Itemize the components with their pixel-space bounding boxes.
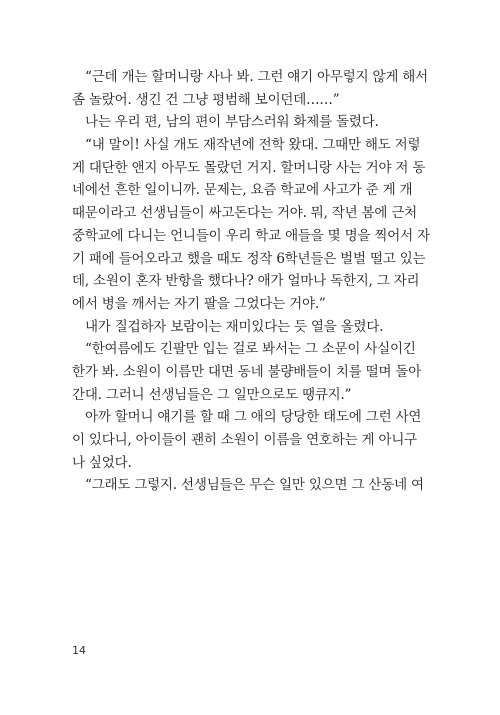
text-line: 아까 할머니 얘기를 할 때 그 애의 당당한 태도에 그런 사연	[85, 409, 422, 426]
text-line: “한여름에도 긴팔만 입는 걸로 봐서는 그 소문이 사실이긴	[85, 341, 416, 358]
text-line: “그래도 그렇지. 선생님들은 무슨 일만 있으면 그 산동네 여	[85, 477, 424, 494]
text-line: 나 싶었다.	[72, 454, 132, 471]
text-line: 이 있다니, 아이들이 괜히 소원이 이름을 연호하는 게 아니구	[72, 432, 418, 448]
text-line: 때문이라고 선생님들이 싸고돈다는 거야. 뭐, 작년 봄에 근처	[72, 205, 418, 222]
text-line: 데, 소원이 혼자 반항을 했다나? 애가 얼마나 독한지, 그 자리	[72, 273, 420, 290]
body-text	[72, 66, 432, 497]
page-number: 14	[72, 644, 86, 657]
text-line: 좀 놀랐어. 생긴 건 그냥 평범해 보이던데……”	[72, 91, 340, 108]
text-line: “내 말이! 사실 개도 재작년에 전학 왔대. 그때만 해도 저렇	[85, 137, 421, 154]
text-line: 한가 봐. 소원이 이름만 대면 동네 불량배들이 치를 떨며 돌아	[72, 363, 422, 380]
text-line: 간대. 그러니 선생님들은 그 일만으로도 땡큐지.”	[72, 386, 352, 403]
text-line: 게 대단한 앤지 아무도 몰랐던 거지. 할머니랑 사는 거야 저 동	[72, 159, 426, 176]
text-line: 내가 질겁하자 보람이는 재미있다는 듯 열을 올렸다.	[85, 318, 384, 335]
text-line: 나는 우리 편, 남의 편이 부담스러워 화제를 돌렸다.	[85, 114, 379, 131]
text-line: 중학교에 다니는 언니들이 우리 학교 애들을 몇 명을 찍어서 자	[72, 227, 430, 244]
text-line: 기 패에 들어오라고 했을 때도 정작 6학년들은 벌벌 떨고 있는	[72, 250, 426, 267]
text-line: 에서 병을 깨서는 자기 팔을 그었다는 거야.”	[72, 295, 326, 312]
text-line: “근데 개는 할머니랑 사나 봐. 그런 얘기 아무렇지 않게 해서	[85, 69, 428, 85]
text-line: 네에선 흔한 일이니까. 문제는, 요즘 학교에 사고가 준 게 개	[72, 182, 413, 199]
